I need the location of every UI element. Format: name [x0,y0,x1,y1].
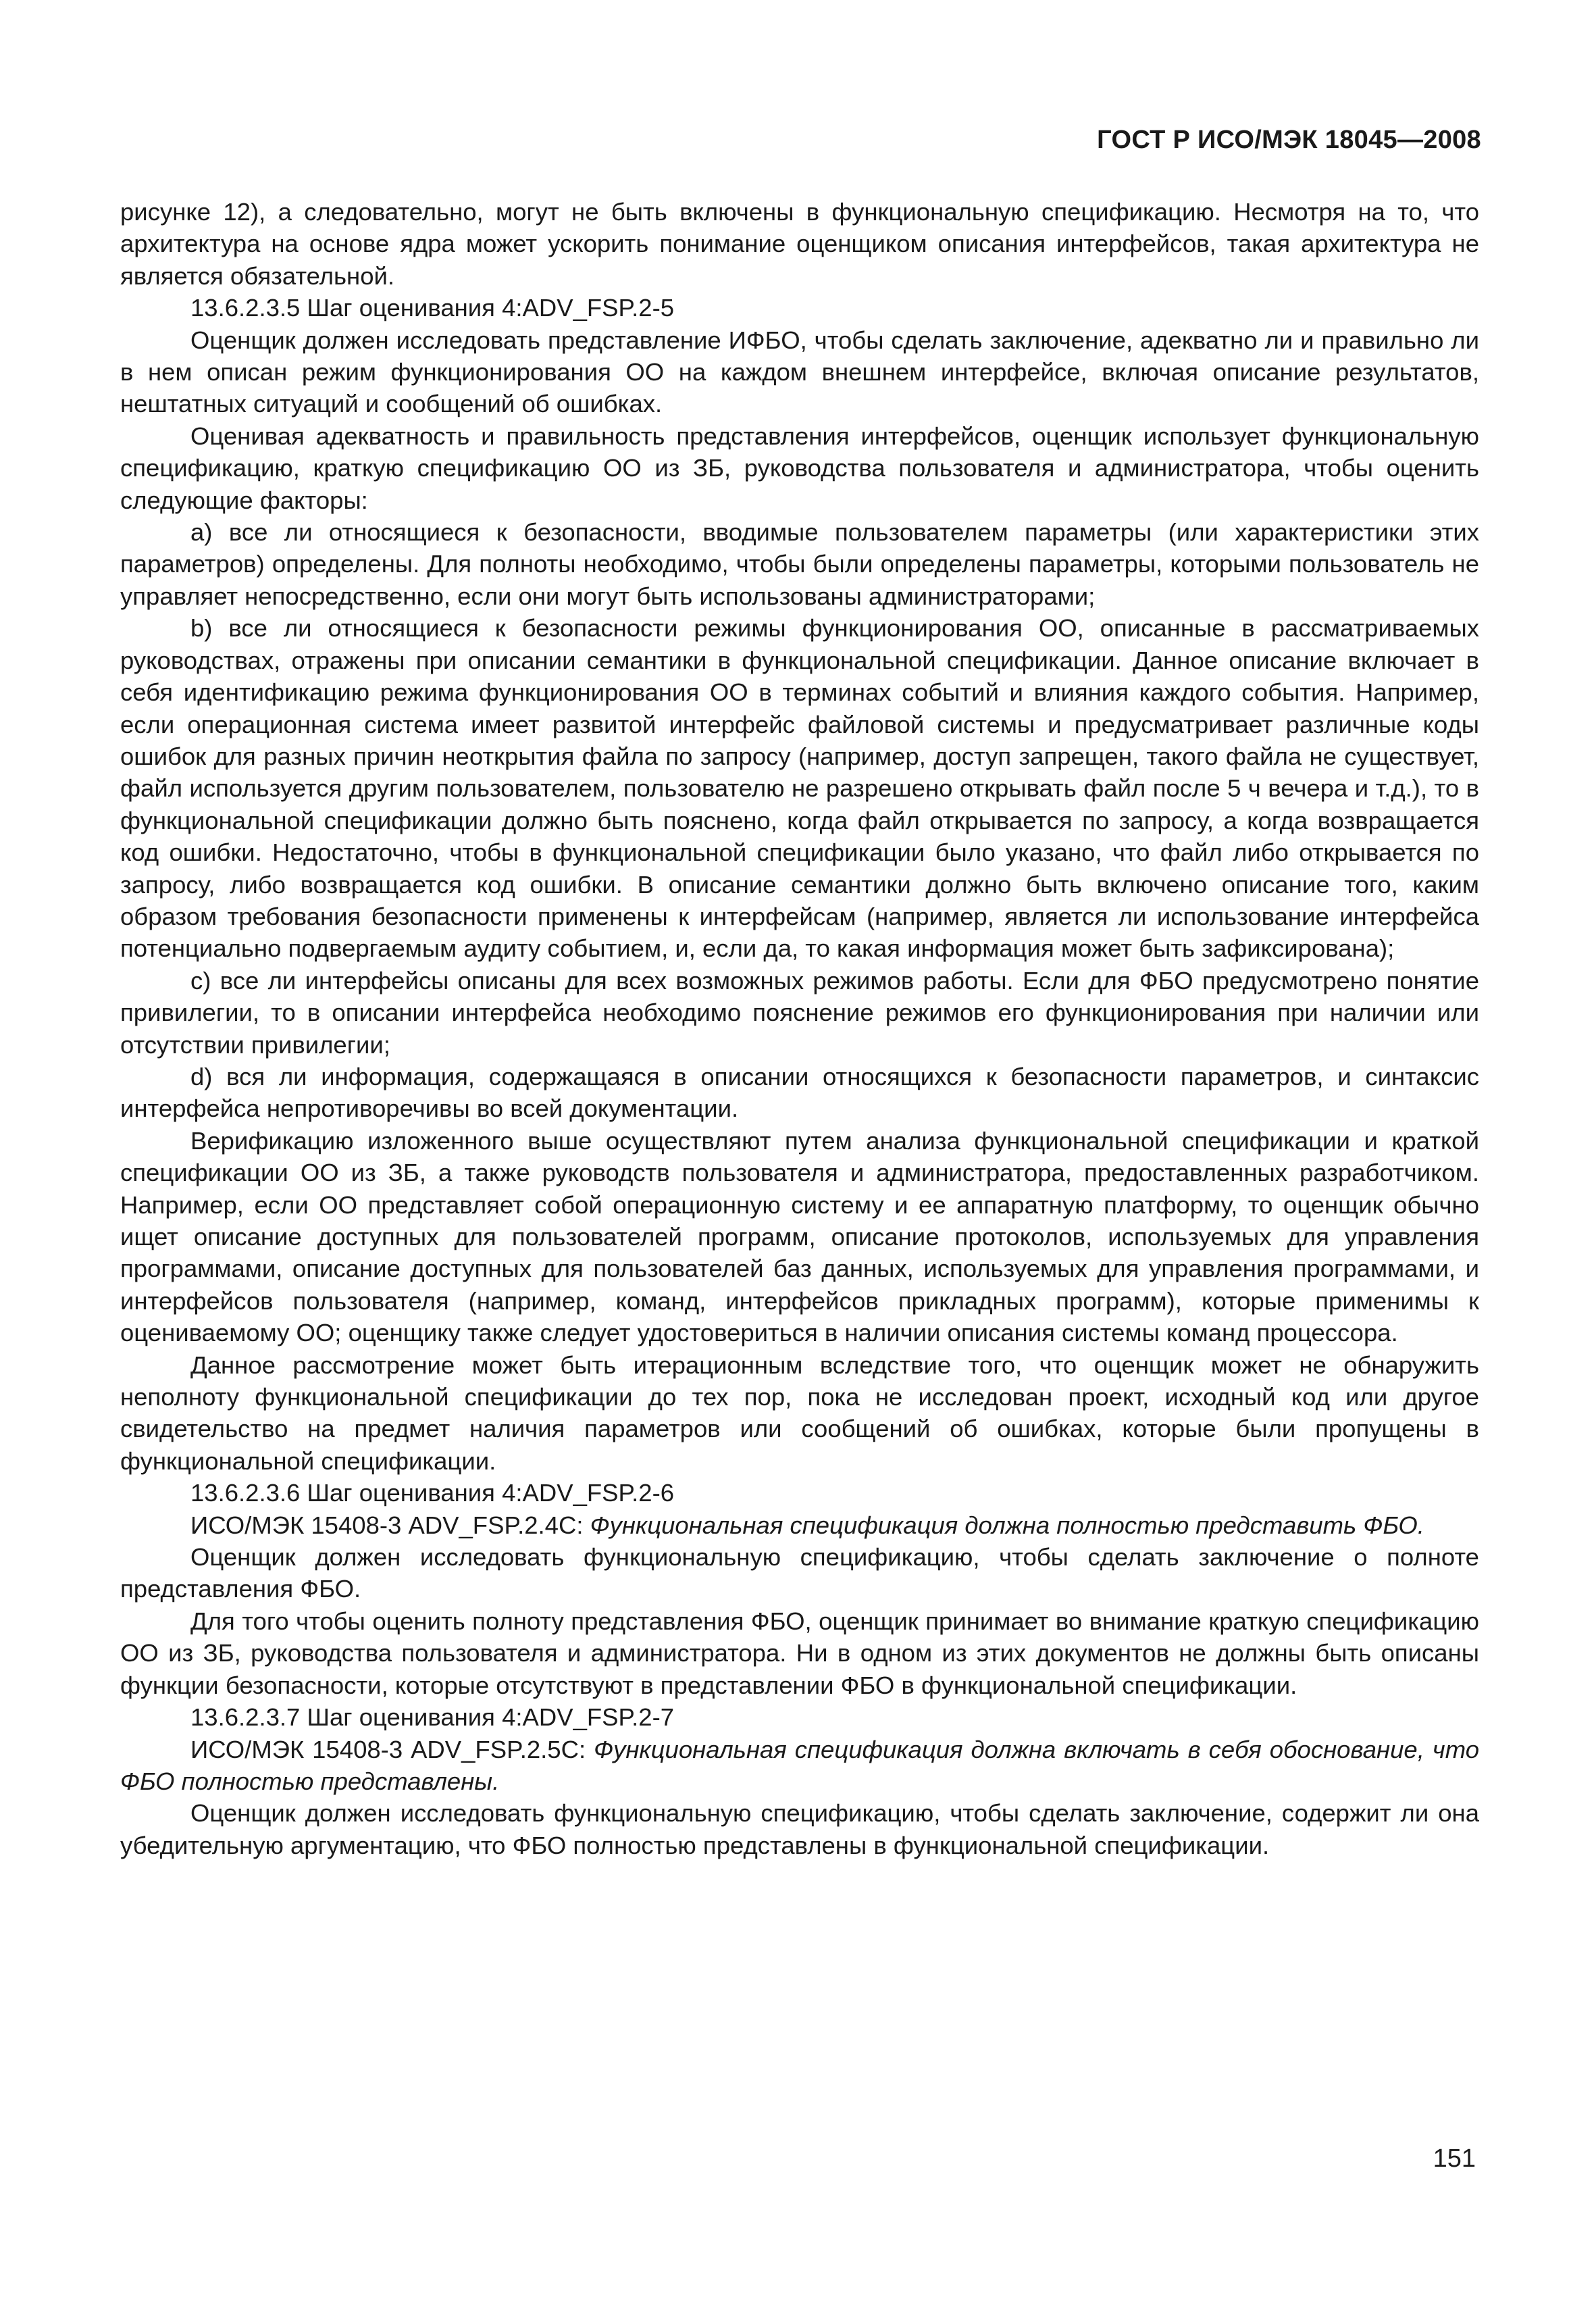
list-item-c: c) все ли интерфейсы описаны для всех возможных режимов работы. Если для ФБО предусмотрено понятие привилегии, то в описании интерфейса необходимо пояснение режимов его функционирования при наличии или отсутствии привилегии; [120,966,1479,1059]
list-item-a: a) все ли относящиеся к безопасности, вводимые пользователем параметры (или характеристики этих параметров) определены. Для полноты необходимо, чтобы были определены параметры, которыми пользователь не управляет непосредственно, если они могут быть использованы администраторами; [120,518,1479,610]
step-heading-fsp-2-6: 13.6.2.3.6 Шаг оценивания 4:ADV_FSP.2-6 [190,1479,675,1507]
standard-header: ГОСТ Р ИСО/МЭК 18045—2008 [1097,126,1481,154]
page-number: 151 [1433,2144,1476,2173]
paragraph: Оценщик должен исследовать представление ИФБО, чтобы сделать заключение, адекватно ли и правильно ли в нем описан режим функционирования ОО на каждом внешнем интерфейсе, включая описание результатов, нештатных ситуаций и сообщений об ошибках. [120,326,1479,418]
requirement-paragraph [120,1734,1479,1798]
paragraph: Данное рассмотрение может быть итерационным вследствие того, что оценщик может не обнаружить неполноту функциональной спецификации до тех пор, пока не исследован проект, исходный код или другое свидетельство на предмет наличия параметров или сообщений об ошибках, которые были пропущены в функциональной спецификации. [120,1351,1479,1475]
paragraph: Оценивая адекватность и правильность представления интерфейсов, оценщик использует функциональную спецификацию, краткую спецификацию ОО из ЗБ, руководства пользователя и администратора, чтобы оценить следующие факторы: [120,422,1479,514]
requirement-text: Функциональная спецификация должна полностью представить ФБО. [590,1511,1424,1539]
paragraph-continuation: рисунке 12), а следовательно, могут не быть включены в функциональную спецификацию. Несмотря на то, что архитектура на основе ядра может ускорить понимание оценщиком описания интерфейсов, такая архитектура не является обязательной. [120,198,1479,290]
step-heading-fsp-2-5: 13.6.2.3.5 Шаг оценивания 4:ADV_FSP.2-5 [190,294,675,322]
paragraph: Оценщик должен исследовать функциональную спецификацию, чтобы сделать заключение о полноте представления ФБО. [120,1543,1479,1603]
requirement-ref: ИСО/МЭК 15408-3 ADV_FSP.2.5C: [190,1735,594,1763]
paragraph: Верификацию изложенного выше осуществляют путем анализа функциональной спецификации и краткой спецификации ОО из ЗБ, а также руководств пользователя и администратора, предоставленных разработчиком. Например, если ОО представляет собой операционную систему и ее аппаратную платформу, то оценщик обычно ищет описание доступных для пользователей программ, описание протоколов, используемых для управления программами, описание доступных для пользователей баз данных, используемых для управления программами, и интерфейсов пользователя (например, команд, интерфейсов прикладных программ), которые применимы к оцениваемому ОО; оценщику также следует удостовериться в наличии описания системы команд процессора. [120,1126,1479,1347]
requirement-text: Функциональная спецификация должна включать в себя обоснование, что ФБО полностью представлены. [120,1735,1479,1795]
requirement-ref: ИСО/МЭК 15408-3 ADV_FSP.2.4C: [190,1511,590,1539]
requirement-paragraph [120,1509,1479,1541]
paragraph: Для того чтобы оценить полноту представления ФБО, оценщик принимает во внимание краткую спецификацию ОО из ЗБ, руководства пользователя и администратора. Ни в одном из этих документов не должны быть описаны функции безопасности, которые отсутствуют в представлении ФБО в функциональной спецификации. [120,1607,1479,1699]
paragraph: Оценщик должен исследовать функциональную спецификацию, чтобы сделать заключение, содержит ли она убедительную аргументацию, что ФБО полностью представлены в функциональной спецификации. [120,1799,1479,1859]
list-item-d: d) вся ли информация, содержащаяся в описании относящихся к безопасности параметров, и синтаксис интерфейса непротиворечивы во всей документации. [120,1062,1479,1123]
page-body [120,196,1479,1861]
list-item-b: b) все ли относящиеся к безопасности режимы функционирования ОО, описанные в рассматриваемых руководствах, отражены при описании семантики в функциональной спецификации. Данное описание включает в себя идентификацию режима функционирования ОО в терминах событий и влияния каждого события. Например, если операционная система имеет развитой интерфейс файловой системы и предусматривает различные коды ошибок для разных причин неоткрытия файла по запросу (например, доступ запрещен, такого файла не существует, файл используется другим пользователем, пользователю не разрешено открывать файл после 5 ч вечера и т.д.), то в функциональной спецификации должно быть пояснено, когда файл открывается по запросу, а когда возвращается код ошибки. Недостаточно, чтобы в функциональной спецификации было указано, что файл либо открывается по запросу, либо возвращается код ошибки. В описание семантики должно быть включено описание того, каким образом требования безопасности применены к интерфейсам (например, является ли использование интерфейса потенциально подвергаемым аудиту событием, и, если да, то какая информация может быть зафиксирована); [120,614,1479,963]
step-heading-fsp-2-7: 13.6.2.3.7 Шаг оценивания 4:ADV_FSP.2-7 [190,1703,675,1732]
